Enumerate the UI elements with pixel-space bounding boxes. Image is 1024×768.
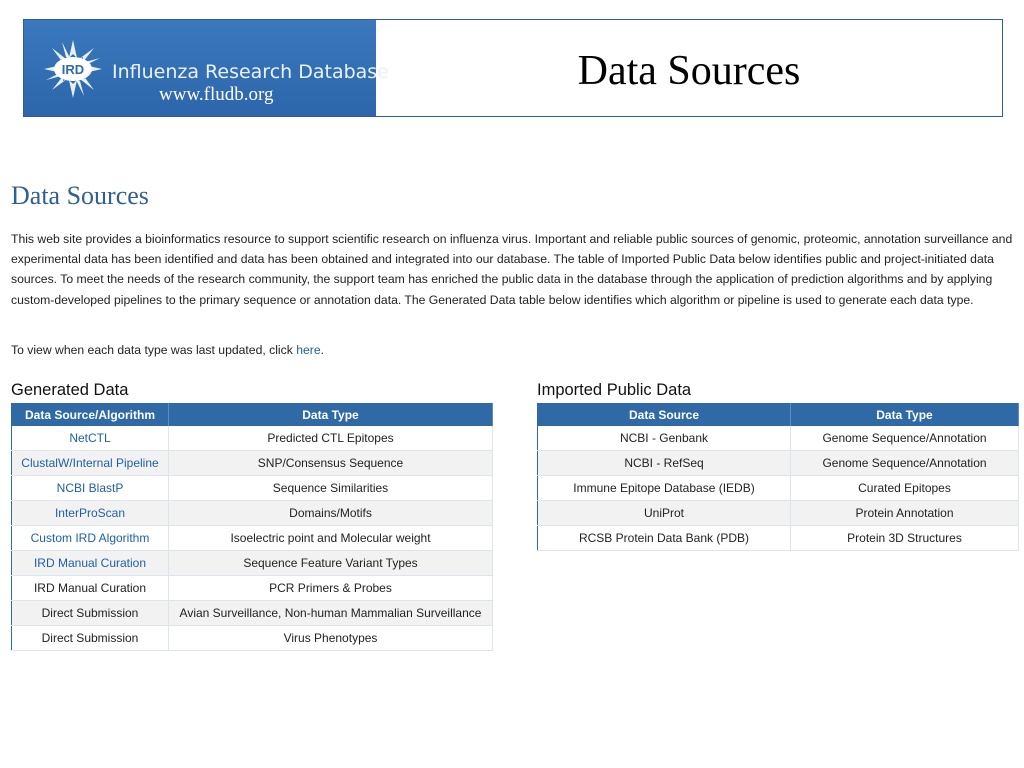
table-row xyxy=(538,501,1019,526)
data-type-cell: Protein Annotation xyxy=(791,501,1019,526)
data-type-cell: SNP/Consensus Sequence xyxy=(169,451,493,476)
source-link[interactable]: NCBI BlastP xyxy=(12,476,169,501)
update-suffix: . xyxy=(320,343,325,357)
site-url[interactable]: www.fludb.org xyxy=(159,84,274,105)
data-type-cell: Domains/Motifs xyxy=(169,501,493,526)
table-row xyxy=(12,476,493,501)
table-row xyxy=(12,551,493,576)
column-header[interactable]: Data Type xyxy=(791,404,1019,427)
here-link[interactable]: here xyxy=(296,343,321,357)
data-type-cell: Sequence Similarities xyxy=(169,476,493,501)
source-link[interactable]: NetCTL xyxy=(12,426,169,451)
data-type-cell: Sequence Feature Variant Types xyxy=(169,551,493,576)
table-row xyxy=(12,501,493,526)
source-link[interactable]: ClustalW/Internal Pipeline xyxy=(12,451,169,476)
page-title: Data Sources xyxy=(11,181,149,210)
table-row xyxy=(12,576,493,601)
column-header[interactable]: Data Source xyxy=(538,404,791,427)
source-cell: NCBI - RefSeq xyxy=(538,451,791,476)
table-header-row xyxy=(12,404,493,427)
source-link[interactable]: Custom IRD Algorithm xyxy=(12,526,169,551)
data-type-cell: Virus Phenotypes xyxy=(169,626,493,651)
table-header-row xyxy=(538,404,1019,427)
source-cell: RCSB Protein Data Bank (PDB) xyxy=(538,526,791,551)
ird-logo[interactable] xyxy=(24,20,389,116)
data-type-cell: Protein 3D Structures xyxy=(791,526,1019,551)
data-type-cell: PCR Primers & Probes xyxy=(169,576,493,601)
data-type-cell: Genome Sequence/Annotation xyxy=(791,451,1019,476)
data-type-cell: Genome Sequence/Annotation xyxy=(791,426,1019,451)
update-line xyxy=(11,340,324,360)
generated-data-table xyxy=(11,403,493,651)
slide-title: Data Sources xyxy=(577,48,801,94)
logo-badge: IRD xyxy=(61,62,85,77)
data-type-cell: Curated Epitopes xyxy=(791,476,1019,501)
source-cell: Direct Submission xyxy=(12,601,169,626)
data-type-cell: Avian Surveillance, Non-human Mammalian Surveillance xyxy=(169,601,493,626)
source-cell: IRD Manual Curation xyxy=(12,576,169,601)
header-banner xyxy=(23,19,1003,117)
table-row xyxy=(12,526,493,551)
generated-data-title: Generated Data xyxy=(11,381,129,399)
column-header[interactable]: Data Source/Algorithm xyxy=(12,404,169,427)
source-cell: Immune Epitope Database (IEDB) xyxy=(538,476,791,501)
table-row xyxy=(12,451,493,476)
source-cell: NCBI - Genbank xyxy=(538,426,791,451)
table-row xyxy=(538,526,1019,551)
table-row xyxy=(12,601,493,626)
table-row xyxy=(12,426,493,451)
update-text: To view when each data type was last updated, click xyxy=(11,343,297,357)
data-type-cell: Predicted CTL Epitopes xyxy=(169,426,493,451)
starburst-icon xyxy=(44,40,102,98)
intro-paragraph: This web site provides a bioinformatics resource to support scientific research on influenza virus. Important and reliable public sources of genomic, proteomic, annotation surveillance and experimental data has been identified and data has been obtained and integrated into our database. The table of Imported Public Data below identifies public and project-initiated data sources. To meet the needs of the research community, the support team has enriched the public data in the database through the application of prediction algorithms and by applying custom-developed pipelines to the primary sequence or annotation data. The Generated Data table below identifies which algorithm or pipeline is used to generate each data type. xyxy=(11,232,1013,307)
table-row xyxy=(538,451,1019,476)
column-header[interactable]: Data Type xyxy=(169,404,493,427)
table-row xyxy=(12,626,493,651)
imported-data-table xyxy=(537,403,1019,551)
source-cell: UniProt xyxy=(538,501,791,526)
source-cell: Direct Submission xyxy=(12,626,169,651)
source-link[interactable]: InterProScan xyxy=(12,501,169,526)
table-row xyxy=(538,426,1019,451)
imported-data-title: Imported Public Data xyxy=(537,381,692,399)
table-row xyxy=(538,476,1019,501)
data-type-cell: Isoelectric point and Molecular weight xyxy=(169,526,493,551)
source-link[interactable]: IRD Manual Curation xyxy=(12,551,169,576)
logo-name: Influenza Research Database xyxy=(112,61,389,83)
